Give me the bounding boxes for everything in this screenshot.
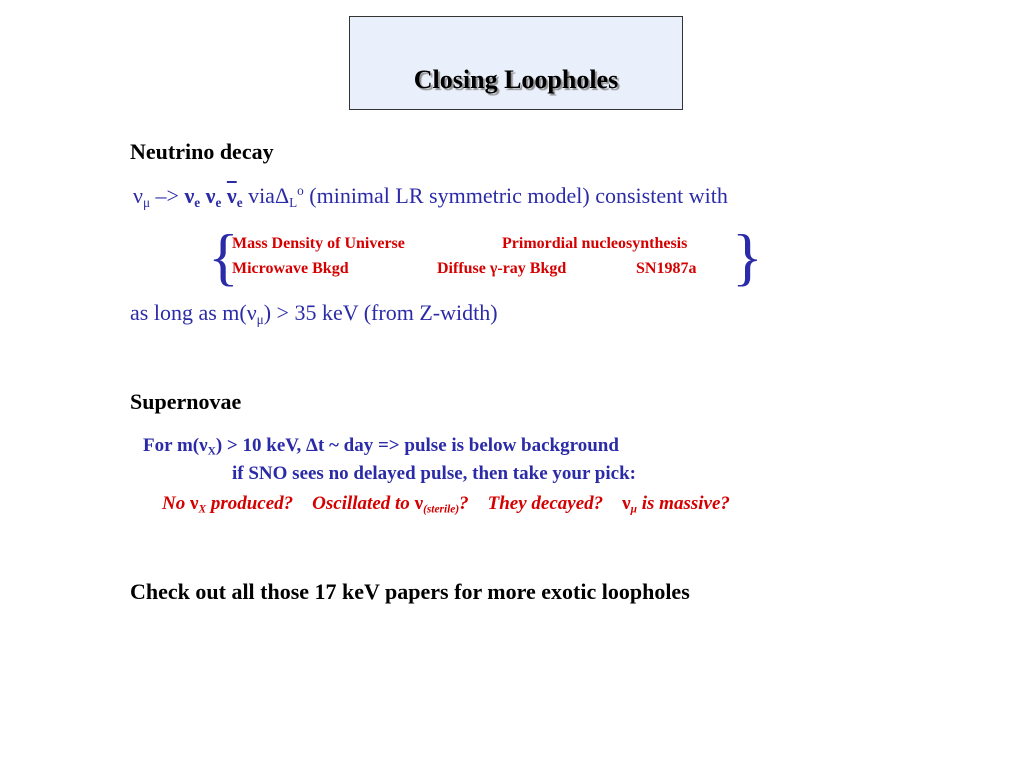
nu-e-bar: $\overline{\nu}_e$ (226, 183, 243, 210)
via-label: via (248, 183, 275, 208)
decay-arrow: –> (155, 183, 179, 208)
nu-e-2: $\nu_e$ (205, 183, 222, 210)
constraint-sn1987a: SN1987a (636, 260, 697, 277)
constraint-primordial: Primordial nucleosynthesis (502, 235, 688, 252)
right-brace: } (732, 221, 763, 292)
neutrino-decay-heading: Neutrino decay (130, 139, 274, 164)
supernovae-options (162, 493, 730, 515)
title-box (349, 16, 683, 110)
constraint-mass-density: Mass Density of Universe (232, 235, 405, 252)
page-title: Closing Loopholes (413, 65, 619, 94)
option-massive: $\nu_\mu$ is massive? (622, 493, 730, 516)
decay-equation (133, 183, 728, 211)
supernovae-condition: For $m(\nu_X) > 10$ keV, Δt ~ day => pulse is below background (143, 435, 619, 458)
nu-mu: $\nu_\mu$ (133, 183, 151, 210)
option-oscillated: Oscillated to $\nu_{(sterile)}$? (312, 493, 469, 516)
consistent-with-text: (minimal LR symmetric model) consistent with (309, 183, 728, 208)
option-no-nux: No $\nu_X$ produced? (162, 493, 294, 516)
footer-text: Check out all those 17 keV papers for more exotic loopholes (130, 579, 690, 604)
constraint-diffuse-gamma: Diffuse γ-ray Bkgd (437, 260, 567, 277)
nu-e-1: $\nu_e$ (184, 183, 201, 210)
supernovae-heading: Supernovae (130, 389, 242, 414)
option-decayed: They decayed? (487, 493, 604, 514)
left-brace: { (208, 221, 239, 292)
mass-condition: as long as $m(\nu_\mu) > 35$ keV (from Z-width) (130, 300, 498, 327)
delta-l-symbol: $\Delta_L^o$ (274, 183, 304, 210)
sno-statement: if SNO sees no delayed pulse, then take your pick: (232, 463, 636, 484)
constraint-microwave: Microwave Bkgd (232, 260, 349, 277)
